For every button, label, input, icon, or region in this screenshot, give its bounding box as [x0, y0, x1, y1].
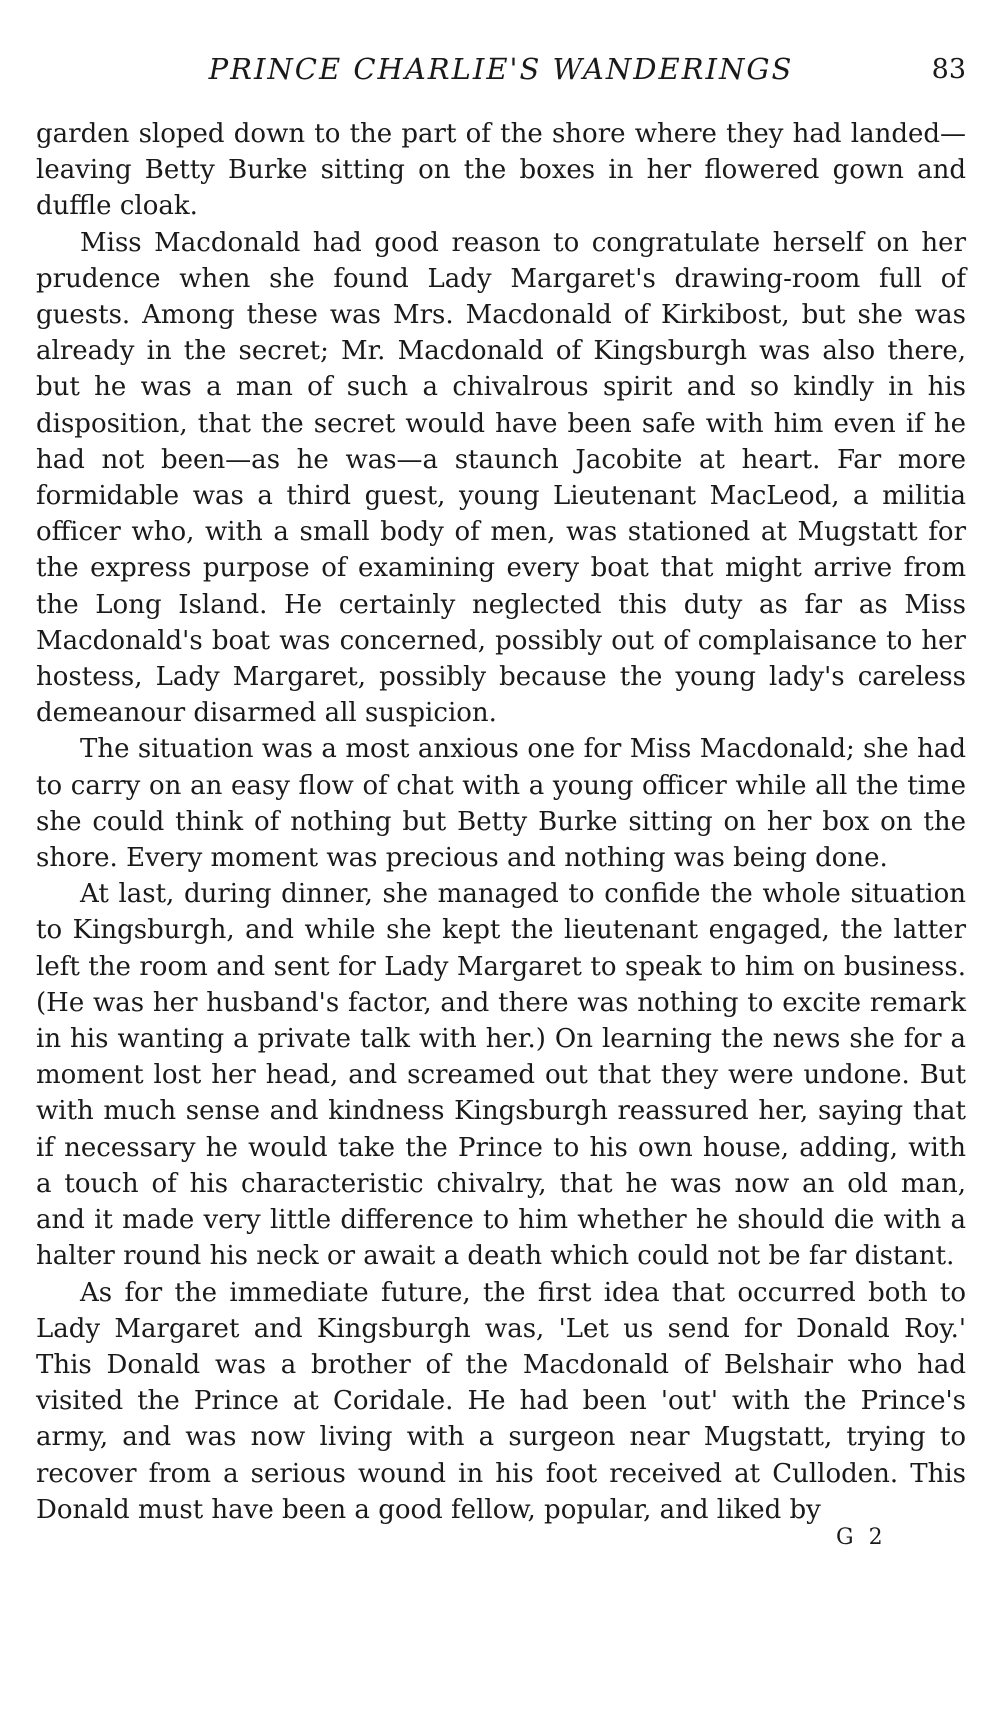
page-header: [36, 52, 966, 92]
paragraph-continued: garden sloped down to the part of the shore where they had landed—leaving Betty Burke sitting on the boxes in her flowered gown and duffle cloak.: [36, 119, 966, 222]
signature-mark: G 2: [836, 1525, 887, 1550]
paragraph: Miss Macdonald had good reason to congratulate herself on her prudence when she found Lady Margaret's drawing-room full of guests. Among these was Mrs. Macdonald of Kirkibost, but she was already in the secret; Mr. Macdonald of Kingsburgh was also there, but he was a man of such a chivalrous spirit and so kindly in his disposition, that the secret would have been safe with him even if he had not been—as he was—a staunch Jacobite at heart. Far more formidable was a third guest, young Lieutenant MacLeod, a militia officer who, with a small body of men, was stationed at Mugstatt for the express purpose of examining every boat that might arrive from the Long Island. He certainly neglected this duty as far as Miss Macdonald's boat was concerned, possibly out of complaisance to her hostess, Lady Margaret, possibly because the young lady's careless demeanour disarmed all suspicion.: [36, 227, 966, 729]
paragraph: At last, during dinner, she managed to confide the whole situation to Kingsburgh, and while she kept the lieutenant engaged, the latter left the room and sent for Lady Margaret to speak to him on business. (He was her husband's factor, and there was nothing to excite remark in his wanting a private talk with her.) On learning the news she for a moment lost her head, and screamed out that they were undone. But with much sense and kindness Kingsburgh reassured her, saying that if necessary he would take the Prince to his own house, adding, with a touch of his characteristic chivalry, that he was now an old man, and it made very little difference to him whether he should die with a halter round his neck or await a death which could not be far distant.: [36, 879, 966, 1272]
body-text: [36, 116, 966, 1528]
paragraph: The situation was a most anxious one for Miss Macdonald; she had to carry on an easy flow of chat with a young officer while all the time she could think of nothing but Betty Burke sitting on her box on the shore. Every moment was precious and nothing was being done.: [36, 734, 966, 874]
paragraph: As for the immediate future, the first idea that occurred both to Lady Margaret and Kingsburgh was, 'Let us send for Donald Roy.' This Donald was a brother of the Macdonald of Belshair who had visited the Prince at Coridale. He had been 'out' with the Prince's army, and was now living with a surgeon near Mugstatt, trying to recover from a serious wound in his foot received at Culloden. This Donald must have been a good fellow, popular, and liked by: [36, 1277, 966, 1525]
page-number: 83: [931, 54, 966, 85]
running-title: PRINCE CHARLIE'S WANDERINGS: [208, 52, 794, 86]
